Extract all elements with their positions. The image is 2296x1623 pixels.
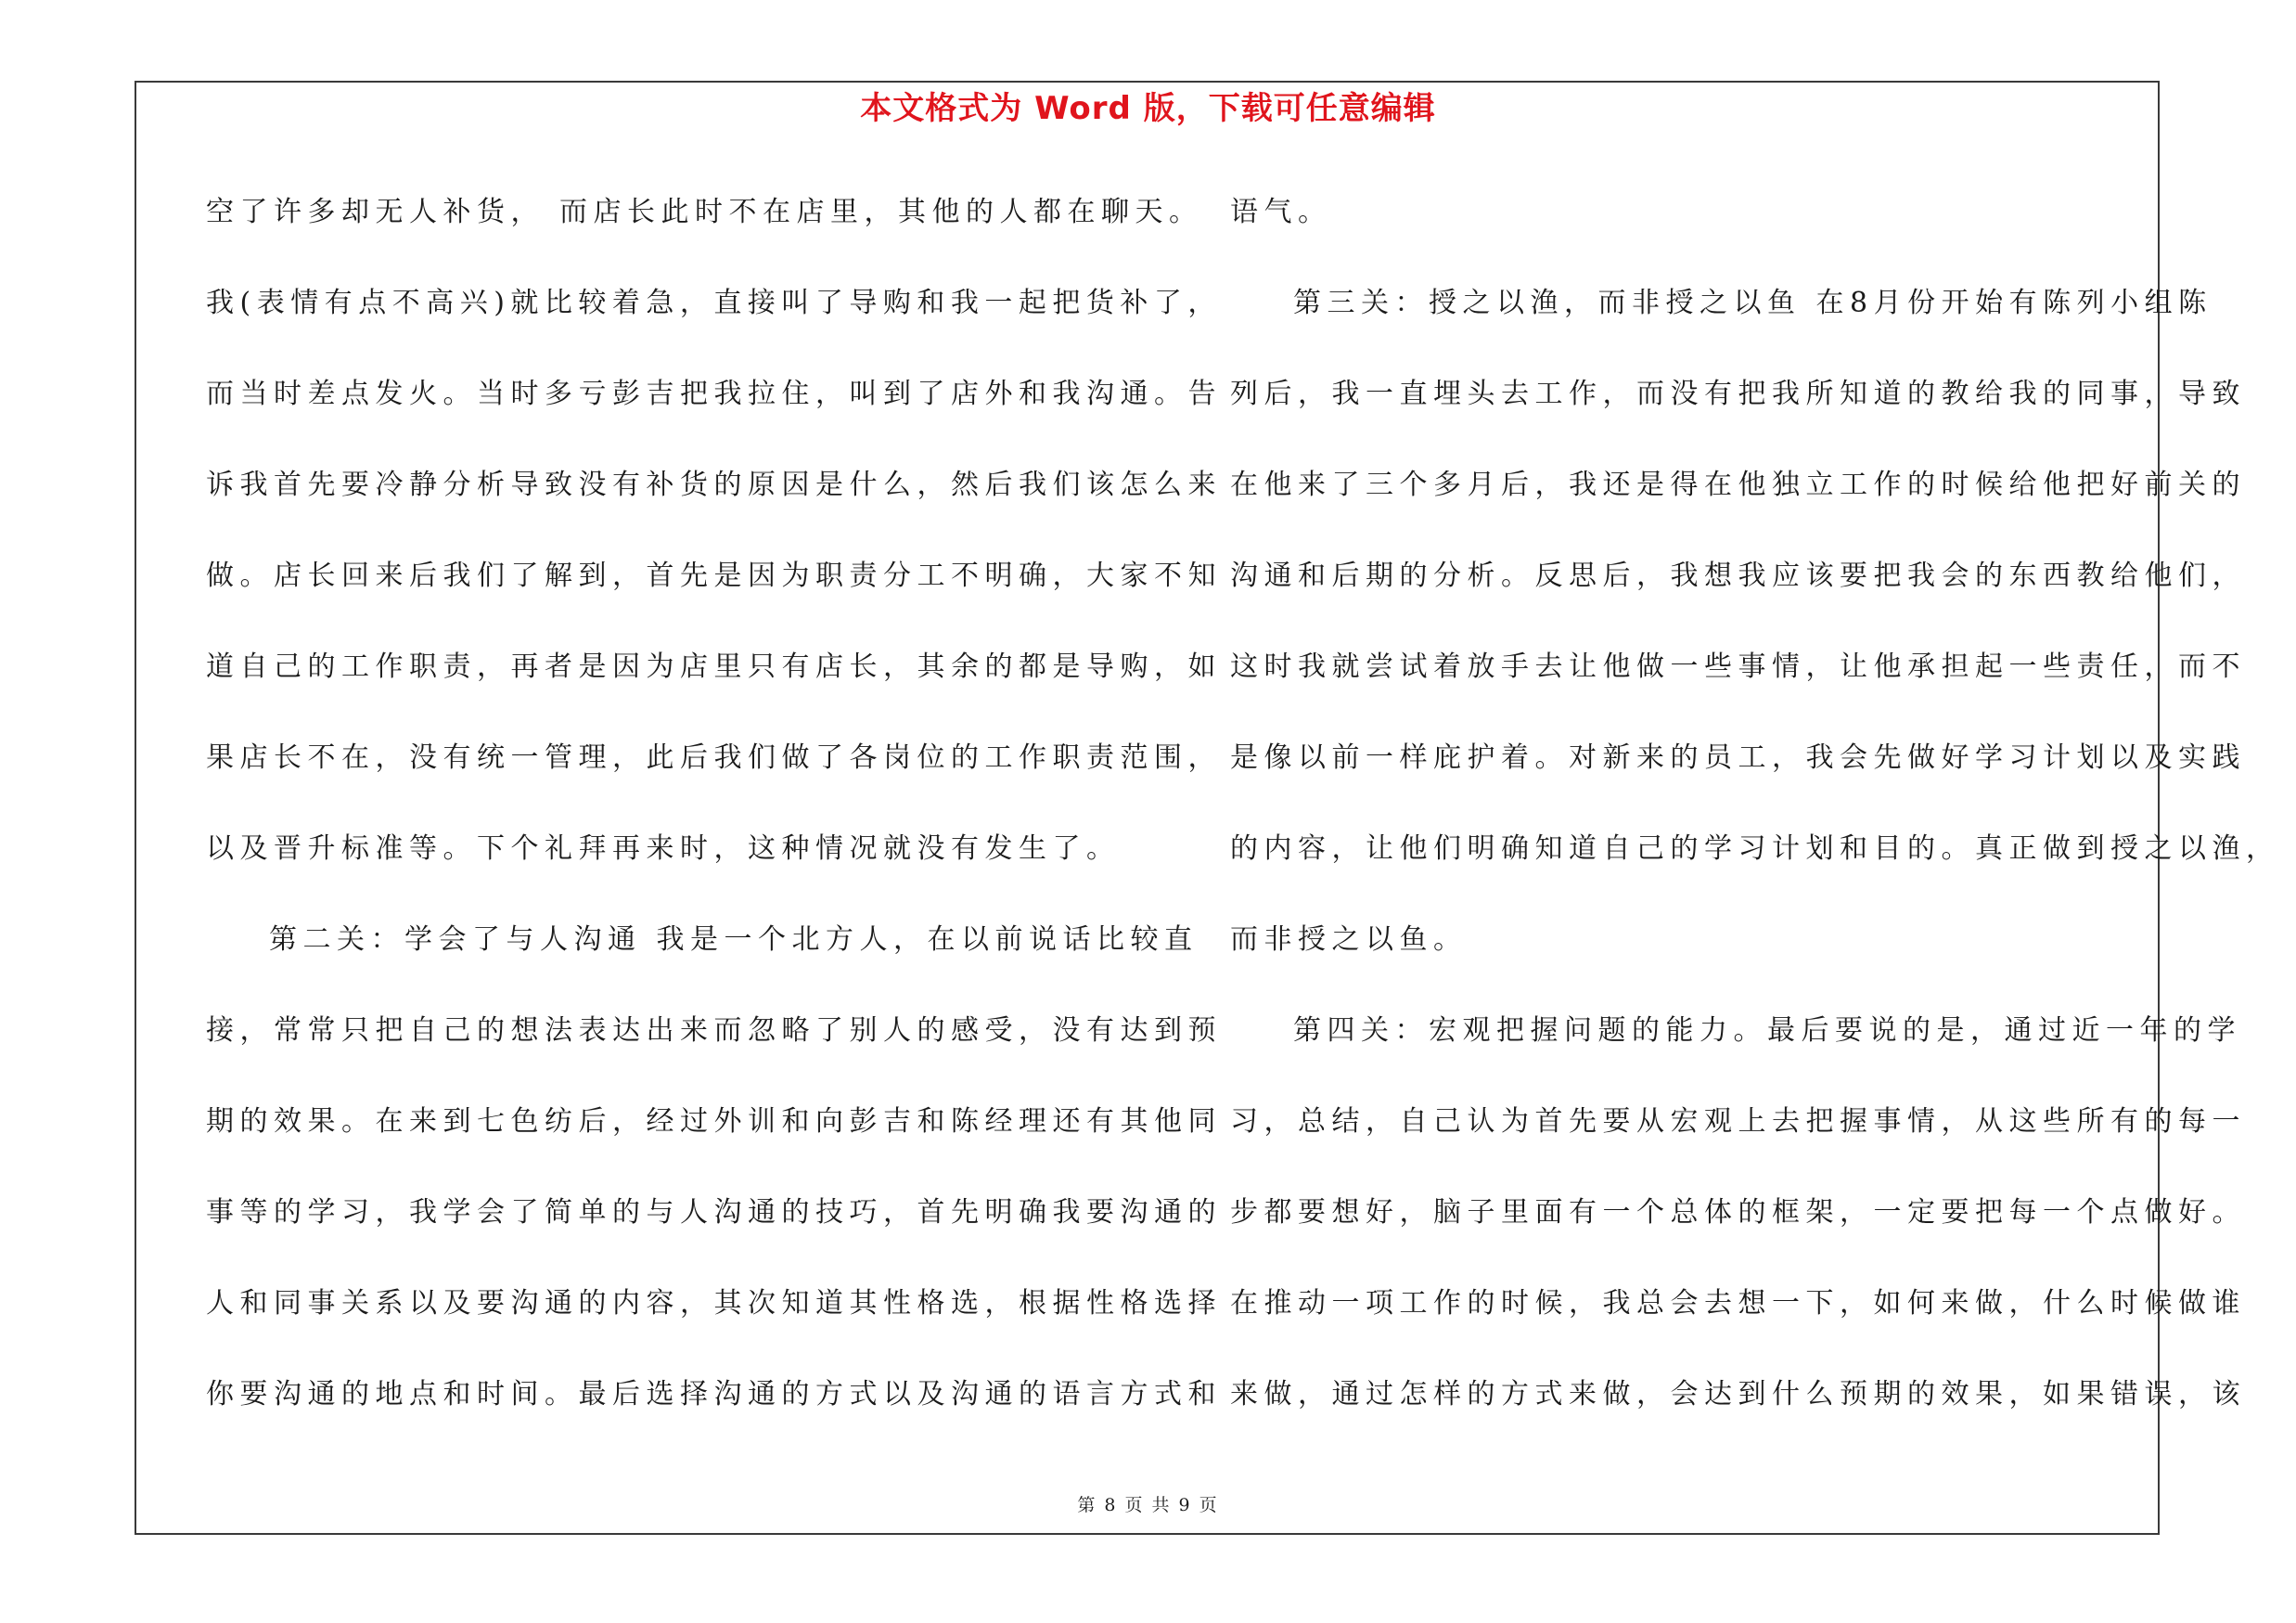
text-line: 而当时差点发火。当时多亏彭吉把我拉住，叫到了店外和我沟通。告: [206, 378, 1222, 410]
right-text-column: [1230, 182, 2280, 1455]
text-line: 的内容，让他们明确知道自己的学习计划和目的。真正做到授之以渔，: [1230, 832, 2280, 865]
text-line: 而非授之以鱼。: [1230, 923, 1468, 956]
page-number-footer: 第 8 页 共 9 页: [1077, 1495, 1219, 1515]
text-line: 以及晋升标准等。下个礼拜再来时，这种情况就没有发生了。: [206, 832, 1121, 865]
text-line: 第二关：学会了与人沟通 我是一个北方人，在以前说话比较直: [269, 923, 1199, 956]
text-line: 列后，我一直埋头去工作，而没有把我所知道的教给我的同事，导致: [1230, 378, 2246, 410]
text-line: 沟通和后期的分析。反思后，我想我应该要把我会的东西教给他们，: [1230, 560, 2246, 592]
text-line: 在推动一项工作的时候，我总会去想一下，如何来做，什么时候做谁: [1230, 1287, 2246, 1320]
text-line: 人和同事关系以及要沟通的内容，其次知道其性格选，根据性格选择: [206, 1287, 1222, 1320]
text-line: 空了许多却无人补货， 而店长此时不在店里，其他的人都在聊天。: [206, 196, 1203, 228]
text-line: 你要沟通的地点和时间。最后选择沟通的方式以及沟通的语言方式和: [206, 1378, 1222, 1410]
text-line: 步都要想好，脑子里面有一个总体的框架，一定要把每一个点做好。: [1230, 1196, 2246, 1229]
text-line: 道自己的工作职责，再者是因为店里只有店长，其余的都是导购，如: [206, 650, 1222, 683]
left-text-column: [206, 182, 1222, 1455]
text-line: 期的效果。在来到七色纺后，经过外训和向彭吉和陈经理还有其他同: [206, 1105, 1222, 1138]
text-line: 这时我就尝试着放手去让他做一些事情，让他承担起一些责任，而不: [1230, 650, 2246, 683]
text-line: 接，常常只把自己的想法表达出来而忽略了别人的感受，没有达到预: [206, 1014, 1222, 1047]
text-line: 事等的学习，我学会了简单的与人沟通的技巧，首先明确我要沟通的: [206, 1196, 1222, 1229]
text-line: 在他来了三个多月后，我还是得在他独立工作的时候给他把好前关的: [1230, 469, 2246, 501]
text-line: 诉我首先要冷静分析导致没有补货的原因是什么，然后我们该怎么来: [206, 469, 1222, 501]
format-banner: 本文格式为 Word 版，下载可任意编辑: [860, 90, 1436, 127]
text-line: 习，总结，自己认为首先要从宏观上去把握事情，从这些所有的每一: [1230, 1105, 2246, 1138]
text-line: 语气。: [1230, 196, 1332, 228]
text-line: 来做，通过怎样的方式来做，会达到什么预期的效果，如果错误，该: [1230, 1378, 2246, 1410]
text-line: 第四关：宏观把握问题的能力。最后要说的是，通过近一年的学: [1293, 1014, 2241, 1047]
text-line: 做。店长回来后我们了解到，首先是因为职责分工不明确，大家不知: [206, 560, 1222, 592]
text-line: 第三关：授之以渔，而非授之以鱼 在8月份开始有陈列小组陈: [1293, 287, 2213, 319]
text-line: 我(表情有点不高兴)就比较着急，直接叫了导购和我一起把货补了，: [206, 287, 1222, 319]
text-line: 是像以前一样庇护着。对新来的员工，我会先做好学习计划以及实践: [1230, 741, 2246, 774]
text-line: 果店长不在，没有统一管理，此后我们做了各岗位的工作职责范围，: [206, 741, 1222, 774]
